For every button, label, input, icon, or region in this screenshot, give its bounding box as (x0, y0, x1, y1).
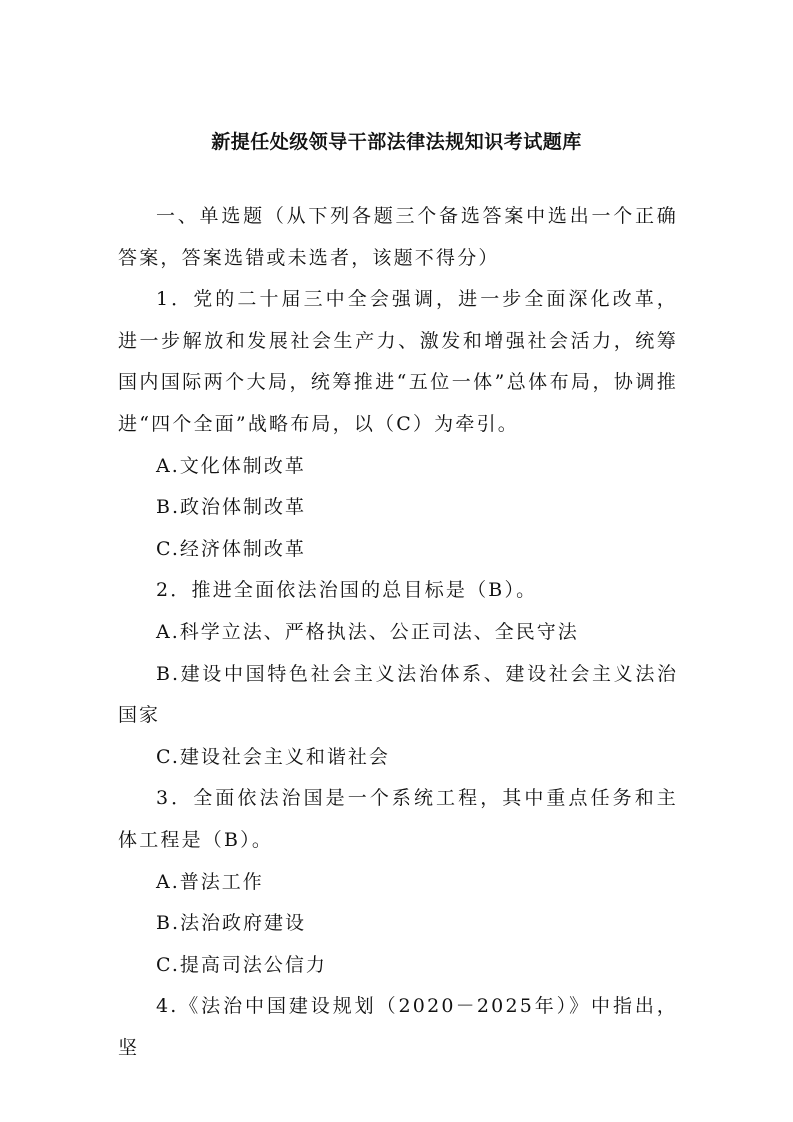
answer-option: C.提高司法公信力 (156, 953, 327, 976)
answer-option: C.建设社会主义和谐社会 (156, 745, 390, 768)
page-title: 新提任处级领导干部法律法规知识考试题库 (211, 131, 582, 153)
document-body (118, 196, 678, 1069)
answer-option: B.建设中国特色社会主义法治体系、建设社会主义法治国家 (118, 662, 678, 727)
section-heading: 一、单选题（从下列各题三个备选答案中选出一个正确答案，答案选错或未选者，该题不得分） (118, 205, 678, 269)
question-stem: 1．党的二十届三中全会强调，进一步全面深化改革，进一步解放和发展社会生产力、激发和增强社会活力，统筹国内国际两个大局，统筹推进“五位一体”总体布局，协调推进“四个全面”战略布局，以（C）为牵引。 (118, 288, 678, 435)
question-stem: 2．推进全面依法治国的总目标是（B）。 (156, 579, 538, 602)
answer-option: A.普法工作 (156, 870, 264, 893)
question-stem: 4.《法治中国建设规划（2020－2025年）》中指出，坚 (118, 995, 678, 1059)
answer-option: B.法治政府建设 (156, 912, 307, 935)
answer-option: C.经济体制改革 (156, 537, 306, 560)
answer-option: A.科学立法、严格执法、公正司法、全民守法 (156, 620, 579, 643)
question-stem: 3．全面依法治国是一个系统工程，其中重点任务和主体工程是（B）。 (118, 787, 678, 851)
answer-option: A.文化体制改革 (156, 454, 306, 477)
answer-option: B.政治体制改革 (156, 496, 307, 519)
